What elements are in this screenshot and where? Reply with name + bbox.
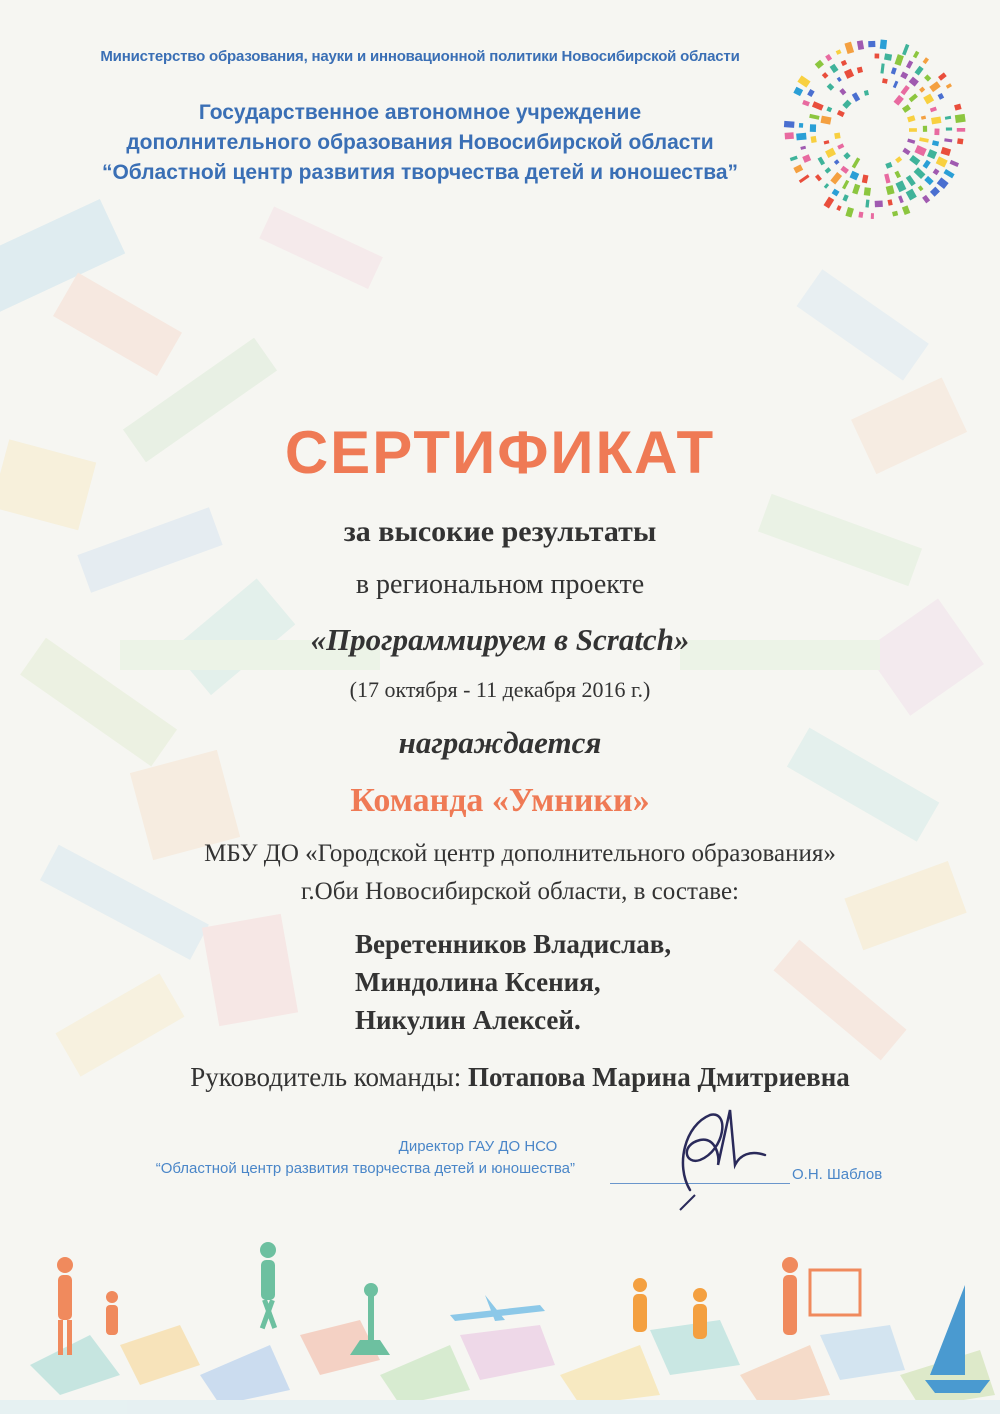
certificate-title: СЕРТИФИКАТ — [284, 419, 716, 486]
organization-line-2: г.Оби Новосибирской области, в составе: — [300, 878, 740, 905]
project-name: «Программируем в Scratch» — [310, 622, 690, 657]
project-dates: (17 октября - 11 декабря 2016 г.) — [349, 677, 651, 702]
member-name: Никулин Алексей. — [355, 1005, 581, 1035]
leader-label: Руководитель команды: — [190, 1062, 462, 1092]
project-intro: в региональном проекте — [355, 569, 645, 600]
team-members — [355, 925, 671, 1039]
team-leader — [0, 1062, 1000, 1093]
organization-line-1: МБУ ДО «Городской центр дополнительного образования» — [204, 840, 836, 867]
director-organization: “Областной центр развития творчества детей и юношества” — [155, 1160, 575, 1177]
director-name: О.Н. Шаблов — [792, 1166, 883, 1183]
ministry-name: Министерство образования, науки и инновационной политики Новосибирской области — [100, 48, 740, 65]
leader-name: Потапова Марина Дмитриевна — [467, 1062, 850, 1092]
awarded-label: награждается — [398, 725, 602, 760]
member-name: Веретенников Владислав, — [355, 929, 672, 959]
handwritten-signature — [640, 1095, 780, 1215]
team-name: Команда «Умники» — [350, 782, 650, 819]
institution-line-2: дополнительного образования Новосибирской области — [126, 131, 714, 154]
institution-line-3: “Областной центр развития творчества детей и юношества” — [101, 161, 739, 184]
institution-line-1: Государственное автономное учреждение — [198, 101, 642, 124]
member-name: Миндолина Ксения, — [355, 967, 601, 997]
center-logo — [775, 30, 975, 230]
award-reason: за высокие результаты — [343, 515, 657, 548]
director-title: Директор ГАУ ДО НСО — [398, 1138, 558, 1155]
footer-illustration — [0, 1225, 1000, 1414]
